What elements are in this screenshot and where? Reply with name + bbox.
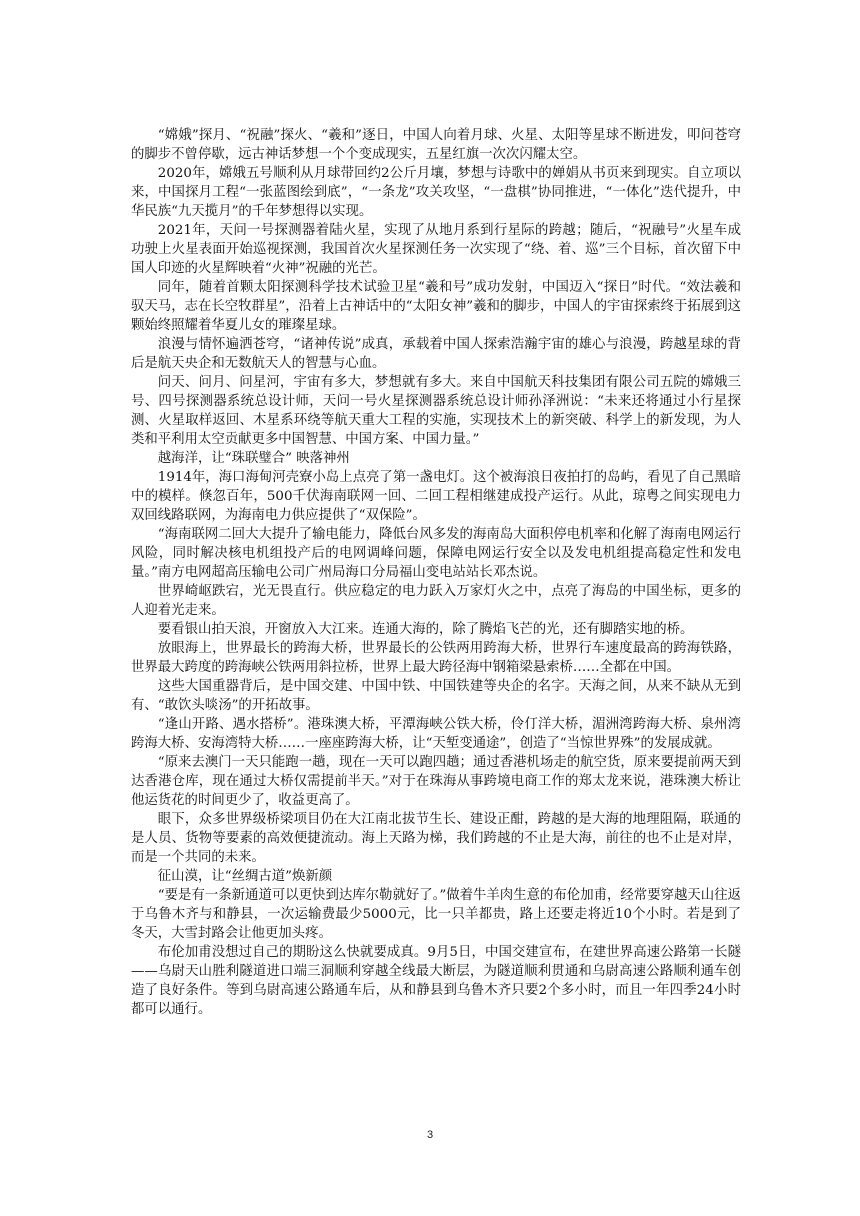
- paragraph: 要看银山拍天浪，开窗放入大江来。连通大海的，除了腾焰飞芒的光，还有脚踏实地的桥。: [157, 622, 694, 637]
- section-heading: 征山漠，让“丝绸古道”焕新颜: [157, 869, 333, 884]
- paragraph: 问天、问月、问星河，宇宙有多大，梦想就有多大。来自中国航天科技集团有限公司五院的嫦娥三号、四号探测器系统总设计师，天问一号火星探测器系统总设计师孙泽洲说：“未来还将通过小行星探测、火星取样返回、木星系环绕等航天重大工程的实施，实现技术上的新突破、科学上的新发现，为人类和平利用太空贡献更多中国智慧、中国方案、中国力量。”: [131, 375, 741, 447]
- paragraph: 眼下，众多世界级桥梁项目仍在大江南北拔节生长、建设正酣，跨越的是大海的地理阻隔，联通的是人员、货物等要素的高效便捷流动。海上天路为梯，我们跨越的不止是大海，前往的也不止是对岸，而是一个共同的未来。: [131, 812, 741, 865]
- paragraph: 这些大国重器背后，是中国交建、中国中铁、中国铁建等央企的名字。天海之间，从来不缺从无到有、“敢饮头啖汤”的开拓故事。: [131, 679, 741, 713]
- paragraph: “原来去澳门一天只能跑一趟，现在一天可以跑四趟；通过香港机场走的航空货，原来要提前两天到达香港仓库，现在通过大桥仅需提前半天。”对于在珠海从事跨境电商工作的郑太龙来说，港珠澳大桥让他运货花的时间更少了，收益更高了。: [131, 755, 741, 808]
- paragraph: 布伦加甫没想过自己的期盼这么快就要成真。9月5日，中国交建宣布，在建世界高速公路第一长隧——乌尉天山胜利隧道进口端三洞顺利穿越全线最大断层，为隧道顺利贯通和乌尉高速公路顺利通车创造了良好条件。等到乌尉高速公路通车后，从和静县到乌鲁木齐只要2个多小时，而且一年四季24小时都可以通行。: [131, 945, 741, 1017]
- paragraph: 2021年，天问一号探测器着陆火星，实现了从地月系到行星际的跨越；随后，“祝融号”火星车成功驶上火星表面开始巡视探测，我国首次火星探测任务一次实现了“绕、着、巡”三个目标，首次留下中国人印迹的火星辉映着“火神”祝融的光芒。: [131, 223, 741, 276]
- document-body: [131, 126, 741, 1019]
- paragraph: “逢山开路、遇水搭桥”。港珠澳大桥，平潭海峡公铁大桥，伶仃洋大桥，湄洲湾跨海大桥、泉州湾跨海大桥、安海湾特大桥……一座座跨海大桥，让“天堑变通途”，创造了“当惊世界殊”的发展成就。: [131, 717, 741, 751]
- paragraph: 放眼海上，世界最长的跨海大桥，世界最长的公铁两用跨海大桥，世界行车速度最高的跨海铁路，世界最大跨度的跨海峡公铁两用斜拉桥，世界上最大跨径海中钢箱梁悬索桥……全都在中国。: [131, 641, 741, 675]
- paragraph: 2020年，嫦娥五号顺利从月球带回约2公斤月壤，梦想与诗歌中的婵娟从书页来到现实。自立项以来，中国探月工程“一张蓝图绘到底”，“一条龙”攻关攻坚，“一盘棋”协同推进，“一体化”迭代提升，中华民族“九天揽月”的千年梦想得以实现。: [131, 166, 741, 219]
- paragraph: “嫦娥”探月、“祝融”探火、“羲和”逐日，中国人向着月球、火星、太阳等星球不断进发，叩问苍穹的脚步不曾停歇，远古神话梦想一个个变成现实，五星红旗一次次闪耀太空。: [131, 128, 741, 162]
- paragraph: 1914年，海口海甸河壳寮小岛上点亮了第一盏电灯。这个被海浪日夜拍打的岛屿，看见了自己黑暗中的模样。倏忽百年，500千伏海南联网一回、二回工程相继建成投产运行。从此，琼粤之间实现电力双回线路联网，为海南电力供应提供了“双保险”。: [131, 470, 741, 523]
- paragraph: “海南联网二回大大提升了输电能力，降低台风多发的海南岛大面积停电机率和化解了海南电网运行风险，同时解决核电机组投产后的电网调峰问题，保障电网运行安全以及发电机组提高稳定性和发电量。”南方电网超高压输电公司广州局海口分局福山变电站站长邓杰说。: [131, 527, 741, 580]
- paragraph: 同年，随着首颗太阳探测科学技术试验卫星“羲和号”成功发射，中国迈入“探日”时代。“效法羲和驭天马，志在长空牧群星”，沿着上古神话中的“太阳女神”羲和的脚步，中国人的宇宙探索终于拓展到这颗始终照耀着华夏儿女的璀璨星球。: [131, 280, 741, 333]
- page-number: 3: [426, 1129, 434, 1141]
- paragraph: 浪漫与情怀遍洒苍穹，“诸神传说”成真，承载着中国人探索浩瀚宇宙的雄心与浪漫，跨越星球的背后是航天央企和无数航天人的智慧与心血。: [131, 337, 741, 371]
- paragraph: 世界崎岖跌宕，光无畏直行。供应稳定的电力跃入万家灯火之中，点亮了海岛的中国坐标，更多的人迎着光走来。: [131, 584, 741, 618]
- paragraph: “要是有一条新通道可以更快到达库尔勒就好了。”做着牛羊肉生意的布伦加甫，经常要穿越天山往返于乌鲁木齐与和静县，一次运输费最少5000元，比一只羊都贵，路上还要走将近10个小时。若是到了冬天，大雪封路会让他更加头疼。: [131, 888, 741, 941]
- section-heading: 越海洋，让“珠联璧合” 映落神州: [157, 451, 350, 466]
